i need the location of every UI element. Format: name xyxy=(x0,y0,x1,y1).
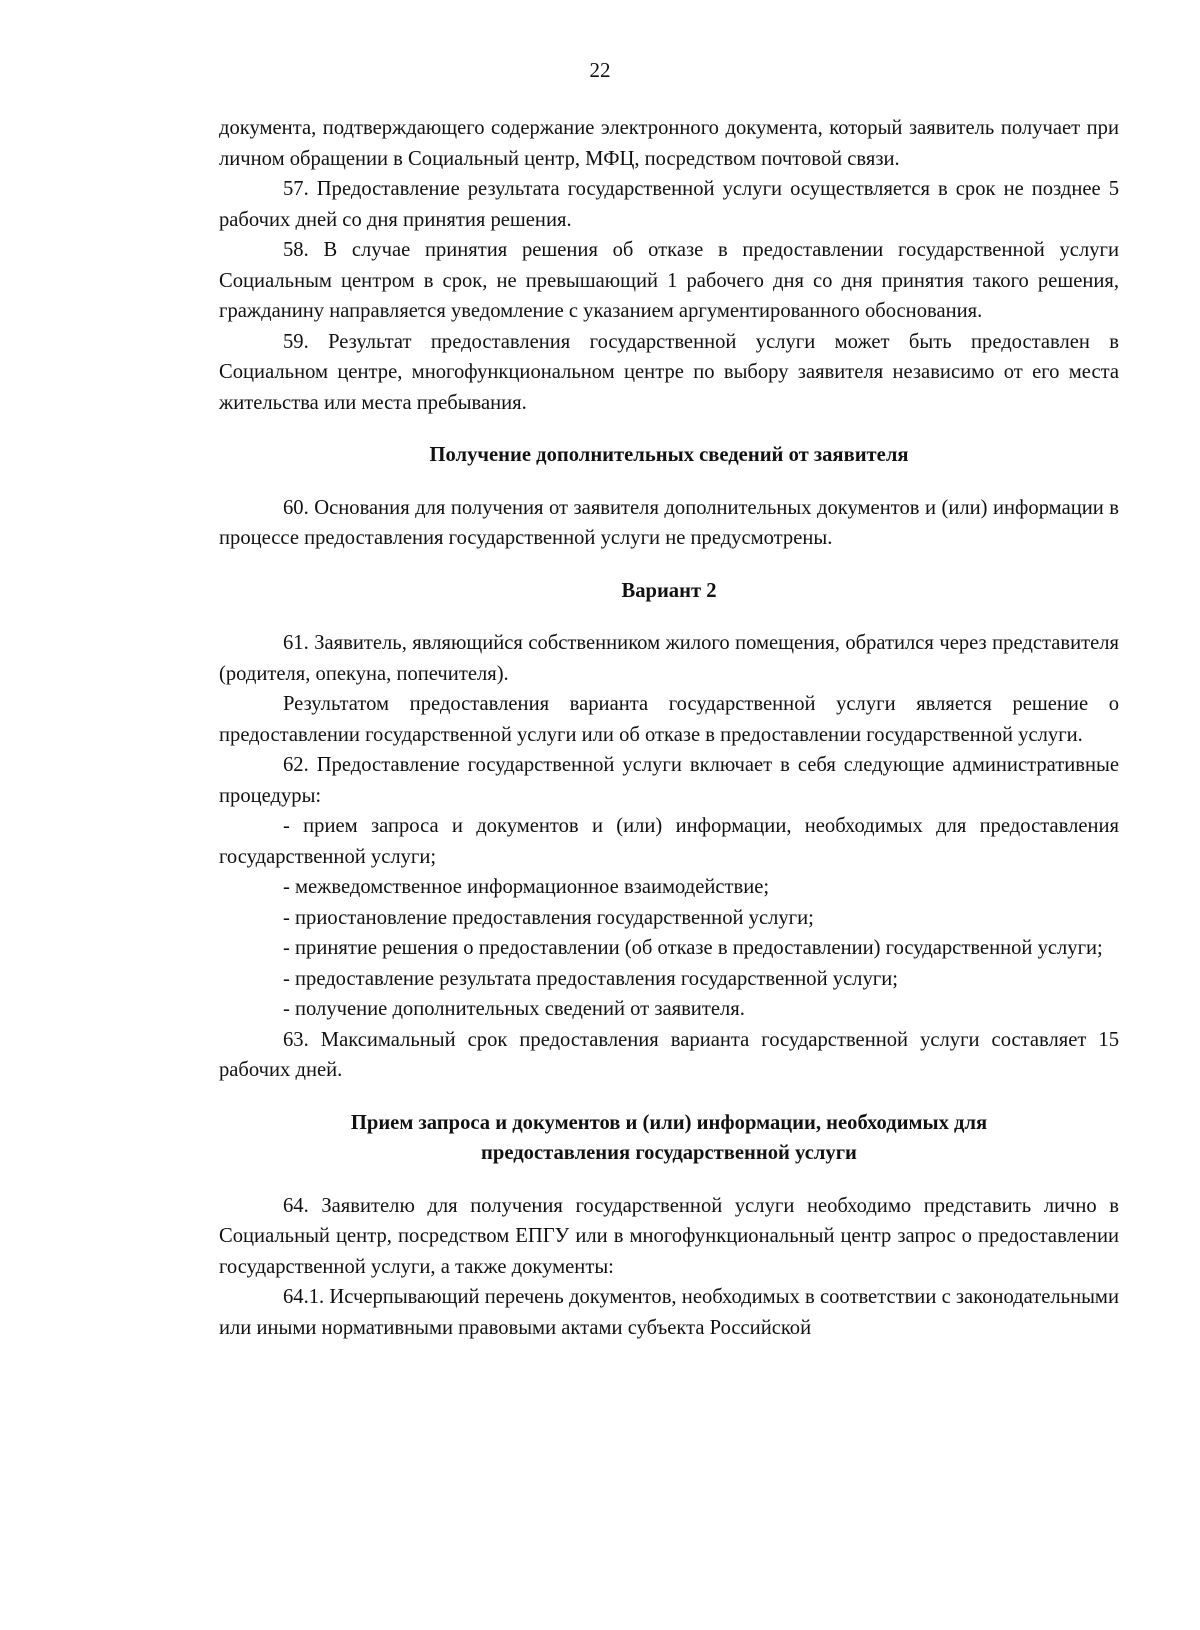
section-heading-variant-2: Вариант 2 xyxy=(621,579,717,602)
paragraph-57: 57. Предоставление результата государственной услуги осуществляется в срок не позднее 5 рабочих дней со дня принятия решения. xyxy=(219,178,1119,231)
list-item: - принятие решения о предоставлении (об отказе в предоставлении) государственной услуги; xyxy=(283,937,1103,959)
list-item: - предоставление результата предоставления государственной услуги; xyxy=(283,967,898,990)
list-item: - межведомственное информационное взаимодействие; xyxy=(283,876,770,898)
paragraph-56-continuation: документа, подтверждающего содержание электронного документа, который заявитель получает при личном обращении в Социальный центр, МФЦ, посредством почтовой связи. xyxy=(219,117,1119,170)
list-item: - приостановление предоставления государственной услуги; xyxy=(283,906,814,929)
section-heading-reception-line-2: предоставления государственной услуги xyxy=(481,1142,857,1164)
paragraph-60: 60. Основания для получения от заявителя дополнительных документов и (или) информации в процессе предоставления государственной услуги не предусмотрены. xyxy=(219,496,1119,549)
paragraph-61: 61. Заявитель, являющийся собственником жилого помещения, обратился через представителя (родителя, опекуна, попечителя). xyxy=(219,632,1119,685)
section-heading-reception-line-1: Прием запроса и документов и (или) информации, необходимых для xyxy=(350,1111,988,1134)
paragraph-64-1: 64.1. Исчерпывающий перечень документов, необходимых в соответствии с законодательными или иными нормативными правовыми актами субъекта Российской xyxy=(219,1286,1119,1339)
page-number: 22 xyxy=(589,58,611,82)
paragraph-59: 59. Результат предоставления государственной услуги может быть предоставлен в Социальном центре, многофункциональном центре по выбору заявителя независимо от его места жительства или места пребывания. xyxy=(219,330,1119,414)
paragraph-64: 64. Заявителю для получения государственной услуги необходимо представить лично в Социальный центр, посредством ЕПГУ или в многофункциональный центр запрос о предоставлении государственной услуги, а также документы: xyxy=(219,1194,1119,1278)
paragraph-61-result: Результатом предоставления варианта государственной услуги является решение о предоставлении государственной услуги или об отказе в предоставлении государственной услуги. xyxy=(219,693,1119,746)
paragraph-63: 63. Максимальный срок предоставления варианта государственной услуги составляет 15 рабочих дней. xyxy=(219,1028,1119,1081)
list-item: - получение дополнительных сведений от заявителя. xyxy=(283,998,745,1020)
document-body xyxy=(219,113,1119,1343)
section-heading-additional-info: Получение дополнительных сведений от заявителя xyxy=(429,444,909,466)
list-item: - прием запроса и документов и (или) информации, необходимых для предоставления государственной услуги; xyxy=(219,815,1119,868)
paragraph-62: 62. Предоставление государственной услуги включает в себя следующие административные процедуры: xyxy=(219,754,1119,807)
paragraph-58: 58. В случае принятия решения об отказе в предоставлении государственной услуги Социальным центром в срок, не превышающий 1 рабочего дня со дня принятия такого решения, гражданину направляется уведомление с указанием аргументированного обоснования. xyxy=(219,239,1119,322)
